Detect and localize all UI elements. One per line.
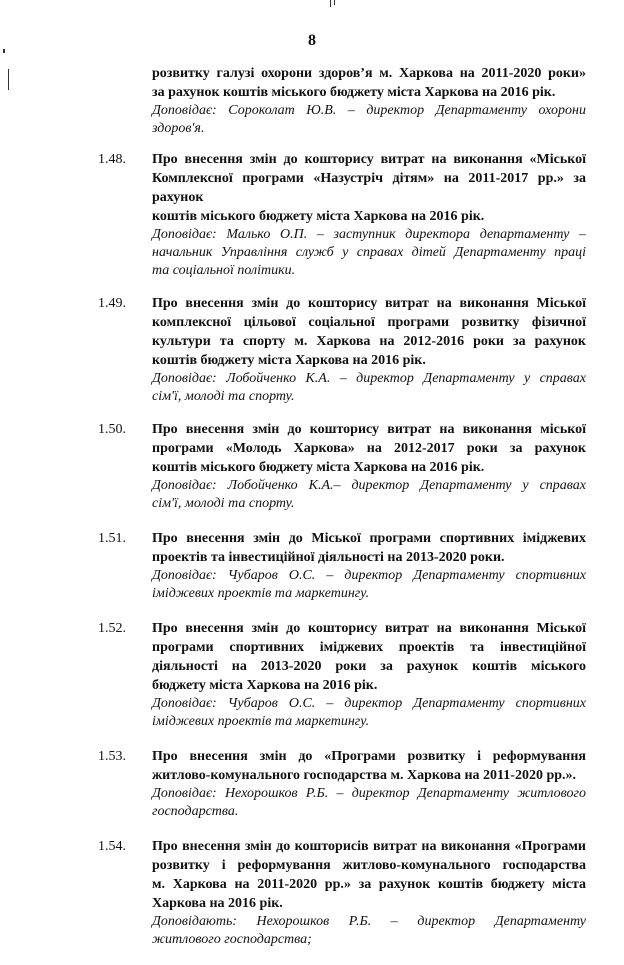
item-title-line: Про внесення змін до Міської програми спортивних іміджевих	[152, 531, 586, 546]
item-title-line: м. Харкова на 2011-2020 рр.» за рахунок коштів бюджету міста	[152, 877, 586, 892]
item-reporter-line: здоров'я.	[152, 121, 205, 136]
agenda-item	[98, 619, 586, 731]
item-title-line: Харкова на 2016 рік.	[152, 896, 283, 911]
item-reporter	[152, 785, 586, 821]
item-number: 1.49.	[98, 296, 126, 311]
item-reporter-line: іміджевих проектів та маркетингу.	[152, 714, 370, 729]
item-title-line: програми спортивних іміджевих проектів та інвестиційної	[152, 640, 586, 655]
item-reporter	[152, 226, 586, 280]
agenda-item	[98, 837, 586, 949]
item-reporter-line: житлового господарства;	[152, 932, 312, 947]
item-reporter-line: Доповідають: Нехорошков Р.Б. – директор Департаменту	[152, 914, 586, 929]
item-reporter-line: іміджевих проектів та маркетингу.	[152, 586, 370, 601]
item-title-line: проектів та інвестиційної діяльності на 2013-2020 роки.	[152, 550, 505, 565]
item-title-line: коштів міського бюджету міста Харкова на 2016 рік.	[152, 460, 485, 475]
item-title-line: комплексної цільової соціальної програми розвитку фізичної	[152, 315, 586, 330]
item-title-line: Про внесення змін до кошторисів витрат на виконання «Програми	[152, 839, 586, 854]
item-reporter	[152, 477, 586, 513]
item-title-line: бюджету міста Харкова на 2016 рік.	[152, 678, 378, 693]
item-title	[152, 150, 586, 226]
item-reporter-line: Доповідає: Сороколат Ю.В. – директор Департаменту охорони	[152, 103, 586, 118]
item-reporter	[152, 370, 586, 406]
item-reporter-line: Доповідає: Чубаров О.С. – директор Департаменту спортивних	[152, 568, 586, 583]
item-title-line: розвитку і реформування житлово-комунального господарства	[152, 858, 586, 873]
item-title	[152, 64, 586, 102]
item-title	[152, 420, 586, 477]
item-number: 1.50.	[98, 422, 126, 437]
item-title-line: діяльності на 2013-2020 роки за рахунок коштів міського	[152, 659, 586, 674]
agenda-list	[98, 64, 586, 965]
item-number: 1.52.	[98, 621, 126, 636]
item-reporter-line: Доповідає: Лобойченко К.А. – директор Департаменту у справах	[152, 371, 586, 386]
agenda-item	[98, 294, 586, 406]
item-title	[152, 619, 586, 695]
item-reporter-line: господарства.	[152, 804, 239, 819]
item-reporter-line: сім'ї, молоді та спорту.	[152, 389, 295, 404]
item-reporter-line: Доповідає: Малько О.П. – заступник директора департаменту –	[152, 227, 586, 242]
item-title-line: розвитку галузі охорони здоров’я м. Харкова на 2011-2020 роки»	[152, 66, 586, 81]
item-title-line: коштів міського бюджету міста Харкова на 2016 рік.	[152, 209, 485, 224]
item-title-line: житлово-комунального господарства м. Харкова на 2011-2020 рр.».	[152, 768, 577, 783]
item-reporter	[152, 695, 586, 731]
item-reporter-line: Доповідає: Лобойченко К.А.– директор Департаменту у справах	[152, 478, 586, 493]
item-reporter	[152, 567, 586, 603]
item-reporter-line: Доповідає: Чубаров О.С. – директор Департаменту спортивних	[152, 696, 586, 711]
item-reporter-line: сім'ї, молоді та спорту.	[152, 496, 295, 511]
item-title-line: Про внесення змін до кошторису витрат на виконання міської	[152, 422, 586, 437]
item-title-line: Про внесення змін до кошторису витрат на виконання «Міської	[152, 152, 586, 167]
item-title	[152, 529, 586, 567]
item-title-line: Комплексної програми «Назустріч дітям» на 2011-2017 рр.» за рахунок	[152, 171, 586, 205]
agenda-item	[98, 747, 586, 821]
scan-mark-top-right-2	[334, 0, 335, 5]
item-title-line: культури та спорту м. Харкова на 2012-2016 роки за рахунок	[152, 334, 586, 349]
page-number: 8	[308, 32, 316, 49]
agenda-item	[98, 420, 586, 513]
item-title	[152, 294, 586, 370]
agenda-item	[98, 529, 586, 603]
item-title-line: Про внесення змін до кошторису витрат на виконання Міської	[152, 621, 586, 636]
scan-mark-top-right	[330, 0, 331, 7]
item-reporter-line: Доповідає: Нехорошков Р.Б. – директор Департаменту житлового	[152, 786, 586, 801]
item-reporter	[152, 102, 586, 138]
item-title-line: Про внесення змін до кошторису витрат на виконання Міської	[152, 296, 586, 311]
item-title	[152, 837, 586, 913]
item-title-line: програми «Молодь Харкова» на 2012-2017 роки за рахунок	[152, 441, 586, 456]
scan-mark-left-2	[8, 69, 9, 90]
agenda-item	[98, 64, 586, 138]
item-title-line: коштів бюджету міста Харкова на 2016 рік.	[152, 353, 426, 368]
item-reporter-line: та соціальної політики.	[152, 263, 296, 278]
item-number: 1.51.	[98, 531, 126, 546]
item-number: 1.48.	[98, 152, 126, 167]
item-number: 1.53.	[98, 749, 126, 764]
item-reporter	[152, 913, 586, 949]
item-title-line: за рахунок коштів міського бюджету міста Харкова на 2016 рік.	[152, 85, 556, 100]
item-title	[152, 747, 586, 785]
item-title-line: Про внесення змін до «Програми розвитку і реформування	[152, 749, 586, 764]
agenda-item	[98, 150, 586, 280]
item-number: 1.54.	[98, 839, 126, 854]
item-reporter-line: начальник Управління служб у справах дітей Департаменту праці	[152, 245, 586, 260]
